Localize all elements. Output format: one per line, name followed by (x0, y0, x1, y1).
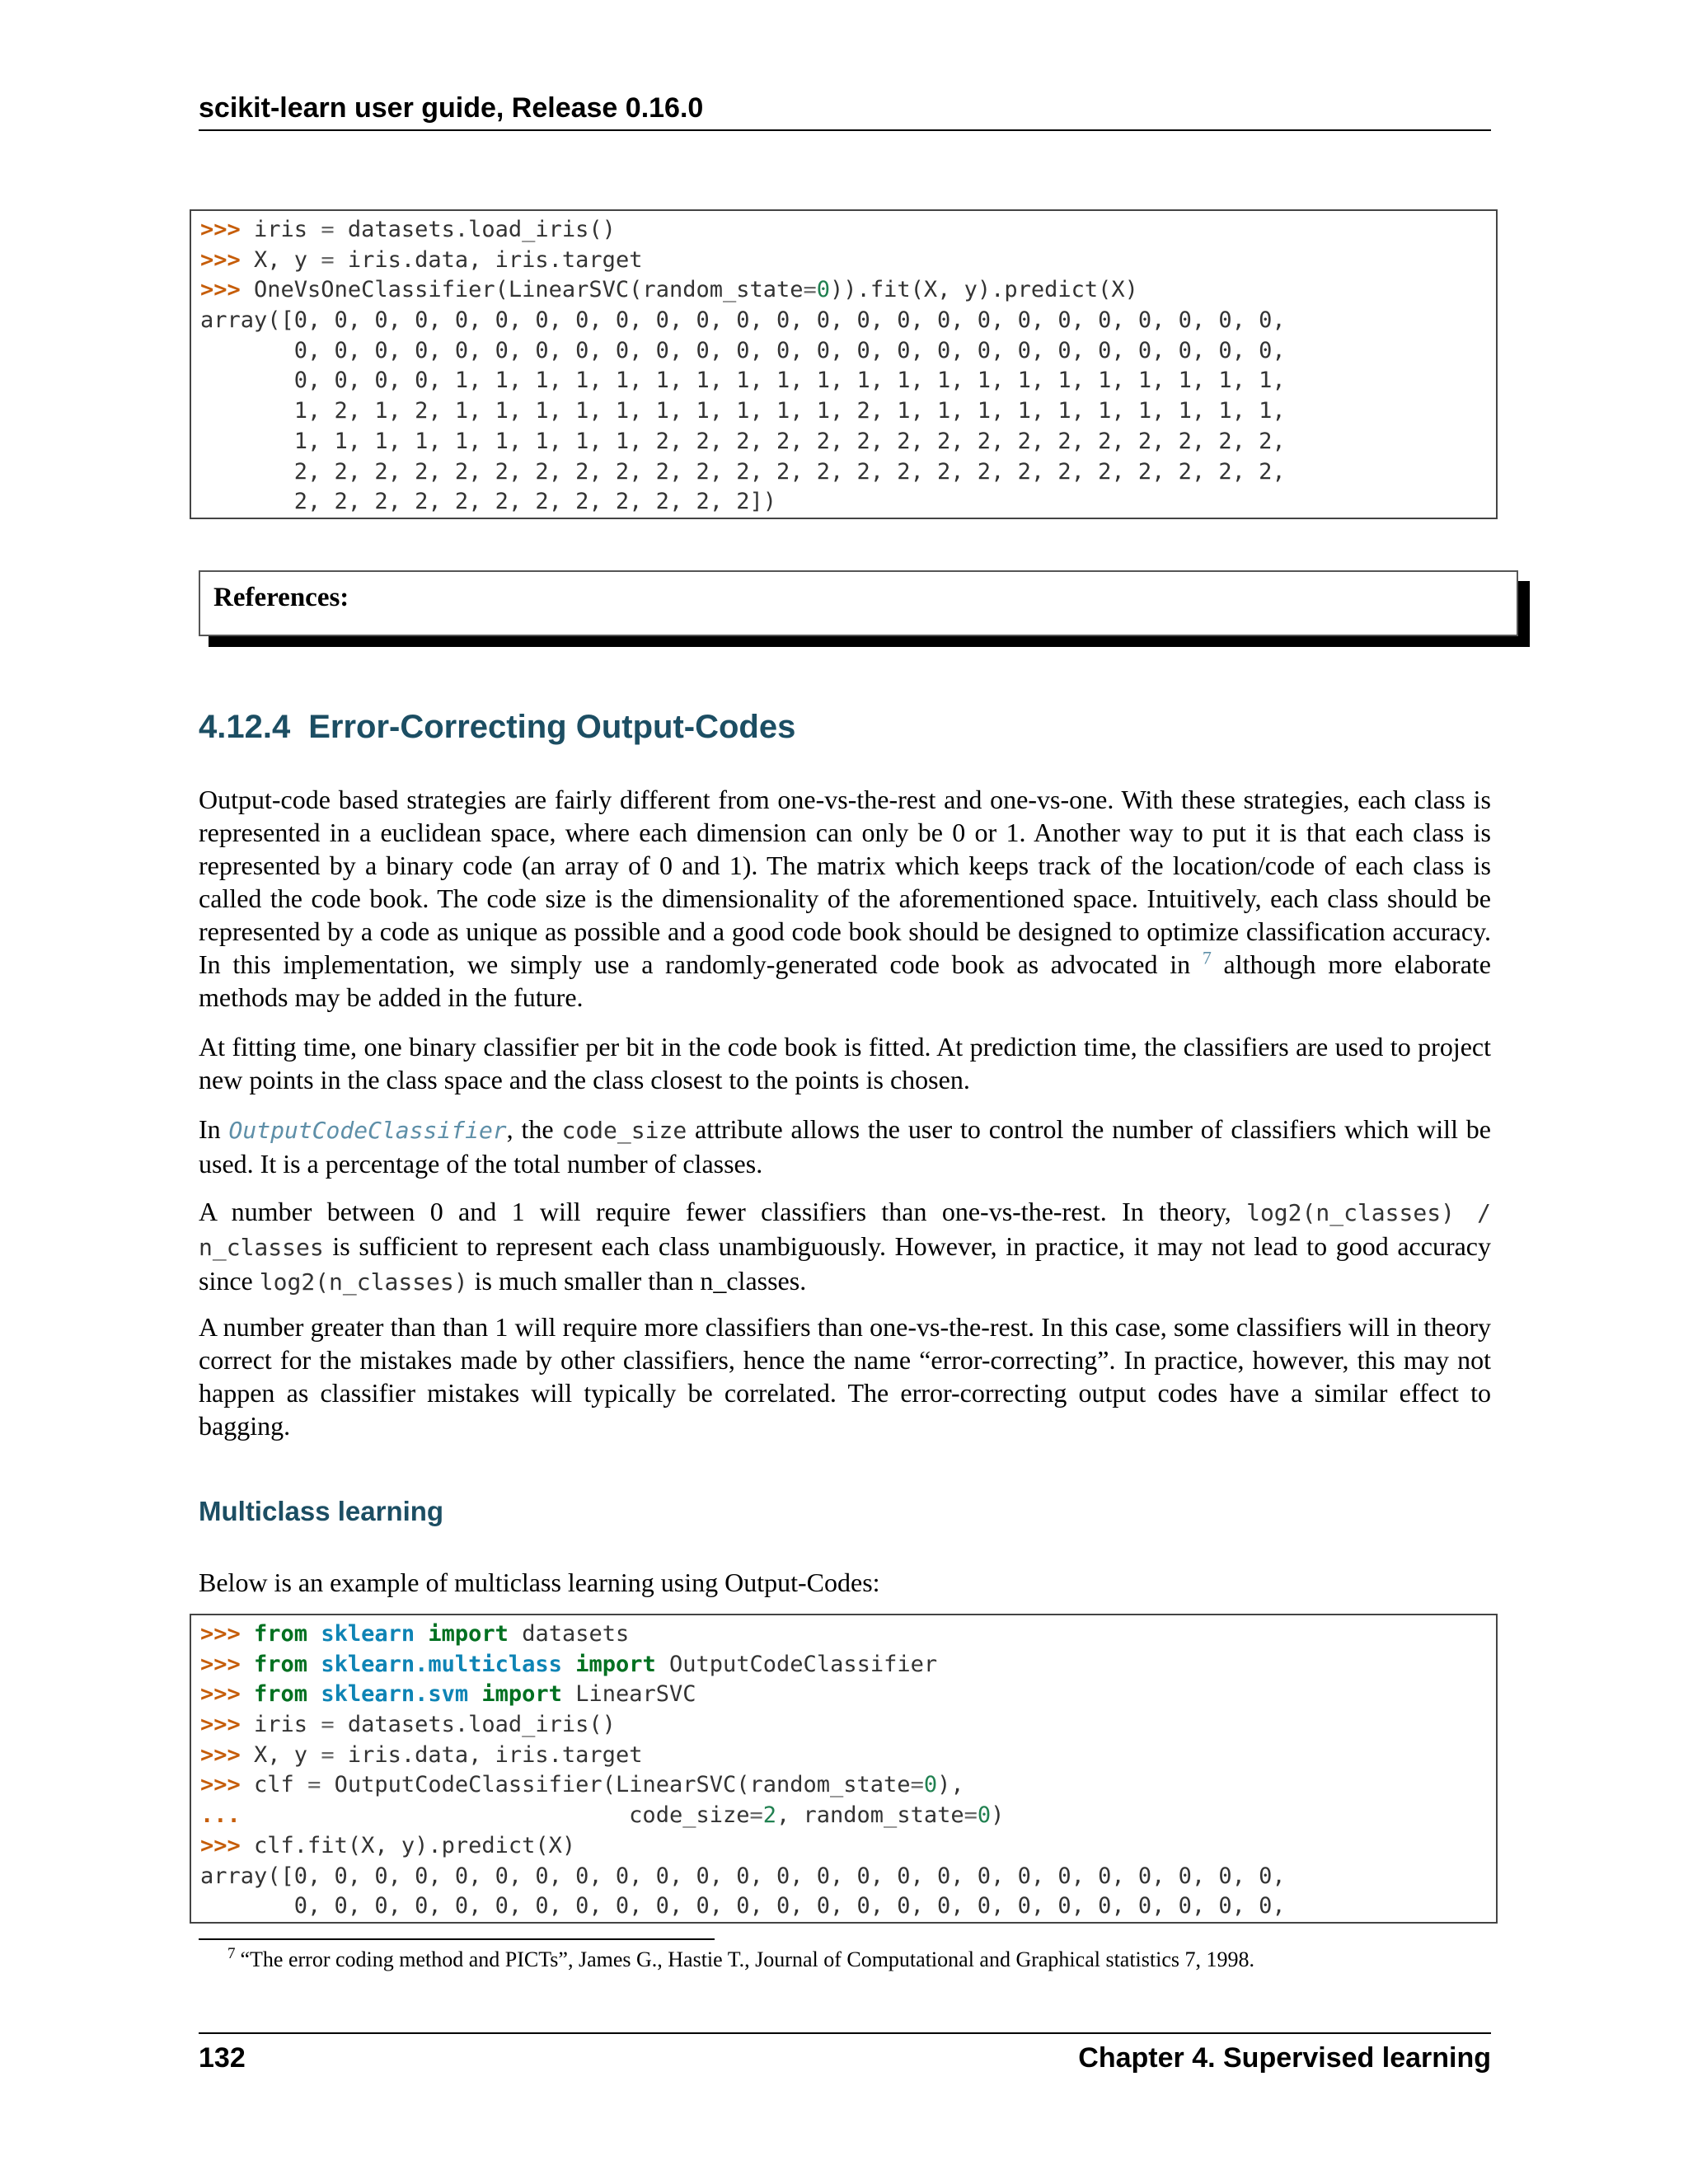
code-token: iris.data, iris.target (334, 246, 643, 273)
code-token: 0 (923, 1772, 938, 1798)
footnote-ref-link[interactable]: 7 (1202, 947, 1212, 968)
code-token: = (803, 277, 817, 303)
code-token: LinearSVC (561, 1681, 696, 1708)
paragraph-text: , the (506, 1114, 562, 1144)
code-line (200, 1741, 1488, 1771)
code-token: iris (254, 1712, 321, 1738)
code-token: from (254, 1681, 308, 1708)
code-token: datasets (508, 1621, 630, 1647)
code-token: iris (254, 217, 321, 242)
code-token: iris.data, iris.target (334, 1741, 643, 1768)
code-line (200, 487, 1488, 518)
code-token: import (428, 1621, 509, 1647)
references-label: References: (213, 583, 349, 612)
code-prompt: >>> (200, 1681, 255, 1708)
code-token: = (910, 1772, 924, 1798)
code-token: datasets.load_iris() (334, 217, 616, 242)
code-token: 2, 2, 2, 2, 2, 2, 2, 2, 2, 2, 2, 2]) (200, 489, 776, 515)
code-token: code_size (254, 1802, 750, 1829)
code-prompt: >>> (200, 246, 255, 273)
code-line (200, 1891, 1488, 1922)
code-prompt: >>> (200, 1621, 255, 1647)
code-line (200, 1710, 1488, 1741)
code-prompt: >>> (200, 1772, 255, 1798)
code-line (200, 1770, 1488, 1801)
code-token: OneVsOneClassifier(LinearSVC(random_state (254, 277, 804, 303)
code-prompt: >>> (200, 217, 255, 242)
references-box (199, 570, 1518, 636)
code-token: 2, 2, 2, 2, 2, 2, 2, 2, 2, 2, 2, 2, 2, 2, 2, 2, 2, 2, 2, 2, 2, 2, 2, 2, 2, (200, 458, 1286, 485)
code-token: 1, 1, 1, 1, 1, 1, 1, 1, 1, 2, 2, 2, 2, 2, 2, 2, 2, 2, 2, 2, 2, 2, 2, 2, 2, (200, 428, 1286, 454)
code-line (200, 396, 1488, 427)
code-token: OutputCodeClassifier(LinearSVC(random_state (321, 1772, 911, 1798)
code-prompt: ... (200, 1802, 255, 1829)
code-token: from (254, 1621, 308, 1647)
code-token: ) (991, 1802, 1005, 1829)
code-token: import (481, 1681, 562, 1708)
code-token: clf (254, 1772, 308, 1798)
code-token (562, 1652, 575, 1677)
code-token: from (254, 1651, 308, 1677)
code-line (200, 427, 1488, 457)
code-line (200, 366, 1488, 396)
code-token: = (321, 217, 335, 242)
section-heading (199, 709, 795, 746)
code-token: 1, 2, 1, 2, 1, 1, 1, 1, 1, 1, 1, 1, 1, 1, 2, 1, 1, 1, 1, 1, 1, 1, 1, 1, 1, (200, 398, 1286, 424)
code-token: sklearn (321, 1621, 415, 1647)
section-number: 4.12.4 (199, 709, 291, 745)
code-token (307, 1681, 321, 1707)
chapter-title: Chapter 4. Supervised learning (1078, 2042, 1491, 2074)
code-token: = (307, 1772, 321, 1798)
inline-code: log2(n_classes) / n_classes (199, 1199, 1492, 1261)
section-title: Error-Correcting Output-Codes (308, 709, 796, 745)
code-token: import (575, 1651, 656, 1677)
footnote (227, 1947, 1491, 1972)
code-prompt: >>> (200, 277, 255, 303)
code-token: sklearn.svm (321, 1681, 469, 1708)
code-token: = (964, 1802, 978, 1829)
code-prompt: >>> (200, 1651, 255, 1677)
code-token: , random_state (776, 1802, 964, 1829)
code-token: 0, 0, 0, 0, 0, 0, 0, 0, 0, 0, 0, 0, 0, 0, 0, 0, 0, 0, 0, 0, 0, 0, 0, 0, 0, (200, 1893, 1286, 1919)
code-line (200, 1680, 1488, 1710)
code-prompt: >>> (200, 1712, 255, 1738)
code-token: = (321, 1741, 335, 1768)
footer-rule (199, 2032, 1491, 2034)
subsection-heading: Multiclass learning (199, 1496, 444, 1526)
code-line (200, 1650, 1488, 1680)
paragraph-text: At fitting time, one binary classifier per bit in the code book is fitted. At prediction time, the classifiers are used to project new points in the class space and the class closest to the points is chosen. (199, 1032, 1491, 1094)
code-token: array([0, 0, 0, 0, 0, 0, 0, 0, 0, 0, 0, 0, 0, 0, 0, 0, 0, 0, 0, 0, 0, 0, 0, 0, 0, (200, 1863, 1286, 1889)
code-token: 0 (977, 1802, 992, 1829)
inline-code: log2(n_classes) (259, 1268, 468, 1296)
paragraph-fitting-time (199, 1030, 1491, 1096)
page-number: 132 (199, 2042, 246, 2074)
footnote-text: “The error coding method and PICTs”, James G., Hastie T., Journal of Computational and Graphical statistics 7, 1998. (240, 1947, 1255, 1971)
code-token (307, 1621, 321, 1647)
code-prompt: >>> (200, 1832, 255, 1858)
outputcodeclassifier-link[interactable]: OutputCodeClassifier (228, 1117, 507, 1144)
code-token: = (321, 1712, 335, 1738)
paragraph-text: In (199, 1114, 229, 1144)
code-token: X, y (254, 1741, 321, 1768)
code-token: ), (937, 1772, 964, 1798)
paragraph-intro (199, 1566, 1491, 1599)
paragraph-text: A number between 0 and 1 will require fewer classifiers than one-vs-the-rest. In theory, (199, 1197, 1247, 1226)
code-token: 2 (762, 1802, 777, 1829)
paragraph-fewer-classifiers (199, 1195, 1491, 1299)
code-token: = (749, 1802, 763, 1829)
paragraph-text: is sufficient to represent each class unambiguously. However, in practice, it may not lead to good accuracy since (199, 1231, 1491, 1296)
code-prompt: >>> (200, 1741, 255, 1768)
code-line (200, 215, 1488, 246)
paragraph-text: A number greater than than 1 will require more classifiers than one-vs-the-rest. In this case, some classifiers will in theory correct for the mistakes made by other classifiers, hence the name “error-correcting”. In practice, however, this may not happen as classifier mistakes will typically be correlated. The error-correcting output codes have a similar effect to bagging. (199, 1312, 1491, 1441)
code-token: datasets.load_iris() (334, 1712, 616, 1738)
code-line (200, 1801, 1488, 1831)
code-line (200, 1619, 1488, 1650)
code-line (200, 246, 1488, 276)
paragraph-more-classifiers (199, 1310, 1491, 1442)
code-token: sklearn.multiclass (321, 1651, 562, 1677)
paragraph-text: Output-code based strategies are fairly different from one-vs-the-rest and one-vs-one. With these strategies, each class is represented in a euclidean space, where each dimension can only be 0 or 1. Another way to put it is that each class is represented by a binary code (an array of 0 and 1). The matrix which keeps track of the location/code of each class is called the code book. The code size is the dimensionality of the aforementioned space. Intuitively, each class should be represented by a code as unique as possible and a good code book should be designed to optimize classification accuracy. In this implementation, we simply use a randomly-generated code book as advocated in (199, 785, 1491, 979)
header-rule (199, 129, 1491, 131)
paragraph-text: attribute allows the user to control the number of classifiers which will be used. It is a percentage of the total number of classes. (199, 1114, 1492, 1179)
footnote-rule (199, 1938, 715, 1940)
code-token: clf.fit(X, y).predict(X) (254, 1832, 576, 1858)
footnote-marker: 7 (227, 1945, 236, 1963)
code-line (200, 306, 1488, 336)
code-token (307, 1652, 321, 1677)
code-token: = (321, 246, 335, 273)
running-header: scikit-learn user guide, Release 0.16.0 (199, 92, 704, 124)
code-token: X, y (254, 246, 321, 273)
paragraph-text: although more elaborate methods may be added in the future. (199, 949, 1492, 1012)
inline-code: code_size (561, 1117, 687, 1144)
code-line (200, 1831, 1488, 1862)
code-token: OutputCodeClassifier (655, 1651, 938, 1677)
code-line (200, 275, 1488, 306)
paragraph-text: is much smaller than n_classes. (467, 1266, 807, 1296)
code-token: 0, 0, 0, 0, 0, 0, 0, 0, 0, 0, 0, 0, 0, 0, 0, 0, 0, 0, 0, 0, 0, 0, 0, 0, 0, (200, 337, 1286, 363)
code-line (200, 1862, 1488, 1892)
code-token: 0 (816, 277, 831, 303)
code-token (415, 1621, 428, 1647)
paragraph-text: Below is an example of multiclass learning using Output-Codes: (199, 1568, 880, 1597)
code-line (200, 336, 1488, 367)
code-block-onevsone (190, 209, 1498, 519)
code-token: array([0, 0, 0, 0, 0, 0, 0, 0, 0, 0, 0, 0, 0, 0, 0, 0, 0, 0, 0, 0, 0, 0, 0, 0, 0, (200, 307, 1286, 334)
code-token (468, 1681, 481, 1707)
code-line (200, 457, 1488, 488)
paragraph-output-codes (199, 783, 1491, 1014)
code-token: 0, 0, 0, 0, 1, 1, 1, 1, 1, 1, 1, 1, 1, 1, 1, 1, 1, 1, 1, 1, 1, 1, 1, 1, 1, (200, 368, 1286, 394)
code-block-outputcode (190, 1614, 1498, 1924)
paragraph-code-size (199, 1113, 1491, 1180)
code-token: )).fit(X, y).predict(X) (830, 277, 1138, 303)
